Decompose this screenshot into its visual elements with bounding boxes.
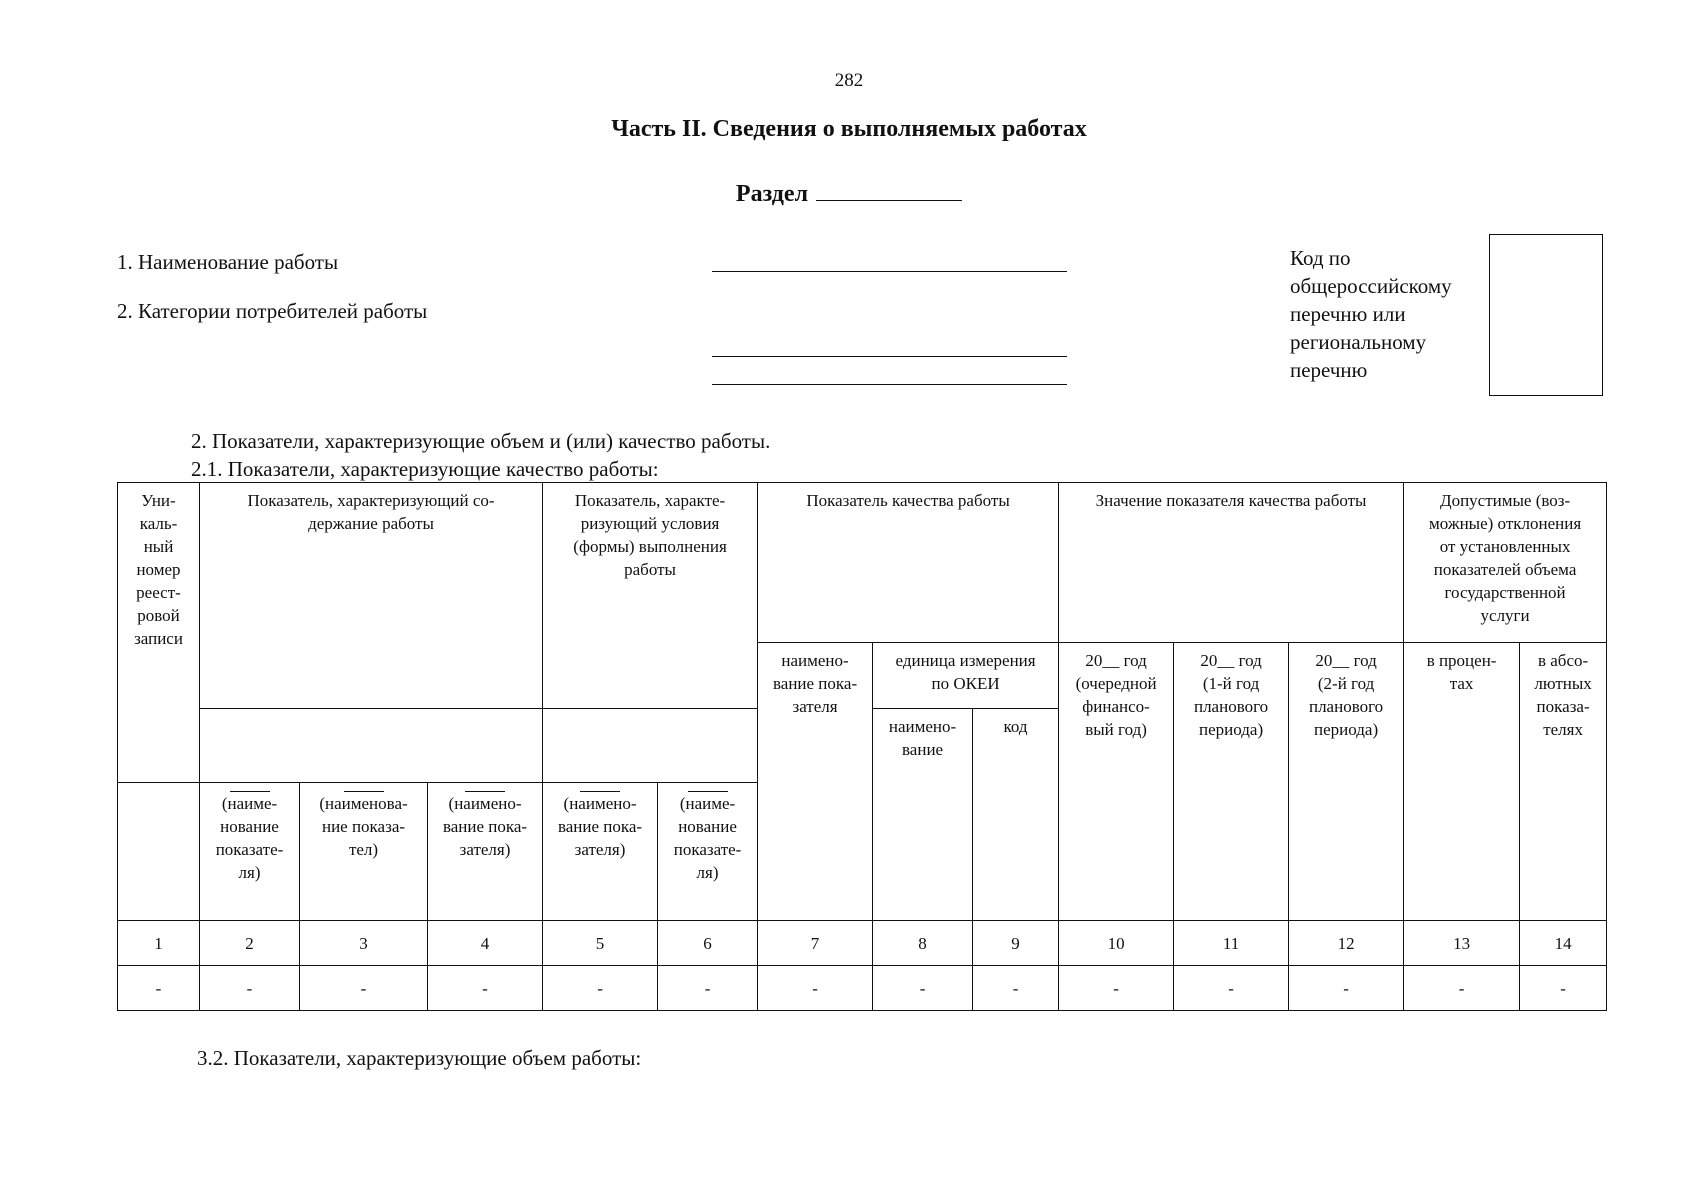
sub-header-c2: (наиме- нование показате- ля) [200, 783, 300, 921]
data-cell[interactable]: - [118, 966, 200, 1011]
header-year-plan-2: 20__ год (2-й год планового периода) [1289, 643, 1404, 921]
content-indicator-spacer [200, 709, 543, 783]
consumer-categories-fill-line-1[interactable] [712, 356, 1067, 357]
sub-header-c4: (наимено- вание пока- зателя) [428, 783, 543, 921]
data-cell[interactable]: - [658, 966, 758, 1011]
unique-number-continuation [118, 783, 200, 921]
data-cell[interactable]: - [1174, 966, 1289, 1011]
work-name-fill-line[interactable] [712, 271, 1067, 272]
data-cell[interactable]: - [1059, 966, 1174, 1011]
header-indicator-name: наимено- вание пока- зателя [758, 643, 873, 921]
blank-dash [688, 791, 728, 792]
header-content-indicator: Показатель, характеризующий со- держание работы [200, 483, 543, 709]
header-unique-number: Уни- каль- ный номер реест- ровой записи [118, 483, 200, 783]
blank-dash [230, 791, 270, 792]
part-title: Часть II. Сведения о выполняемых работах [611, 116, 1087, 142]
data-cell[interactable]: - [1289, 966, 1404, 1011]
sub-header-c5: (наимено- вание пока- зателя) [543, 783, 658, 921]
column-number: 9 [973, 921, 1059, 966]
data-cell[interactable]: - [428, 966, 543, 1011]
column-number: 3 [300, 921, 428, 966]
data-row [118, 966, 1607, 1011]
registry-code-box[interactable] [1489, 234, 1603, 396]
column-number: 8 [873, 921, 973, 966]
item-2-heading: 2. Показатели, характеризующие объем и (или) качество работы. [191, 429, 771, 453]
registry-code-label: Код по общероссийскому перечню или региональному перечню [1290, 246, 1452, 382]
data-cell[interactable]: - [973, 966, 1059, 1011]
data-cell[interactable]: - [873, 966, 973, 1011]
column-number: 5 [543, 921, 658, 966]
section-number-blank[interactable] [816, 176, 962, 201]
column-number: 6 [658, 921, 758, 966]
quality-indicators-table [117, 482, 1607, 1011]
data-cell[interactable]: - [1520, 966, 1607, 1011]
header-quality-value: Значение показателя качества работы [1059, 483, 1404, 643]
header-unit-code: код [973, 709, 1059, 921]
header-year-current: 20__ год (очередной финансо- вый год) [1059, 643, 1174, 921]
sub-header-c3: (наименова- ние показа- тел) [300, 783, 428, 921]
data-cell[interactable]: - [300, 966, 428, 1011]
header-in-percent: в процен- тах [1404, 643, 1520, 921]
header-conditions-indicator: Показатель, характе- ризующий условия (формы) выполнения работы [543, 483, 758, 709]
consumer-categories-fill-line-2[interactable] [712, 384, 1067, 385]
column-number: 13 [1404, 921, 1520, 966]
data-cell[interactable]: - [543, 966, 658, 1011]
column-number: 4 [428, 921, 543, 966]
header-allowed-deviations: Допустимые (воз- можные) отклонения от установленных показателей объема государственной услуги [1404, 483, 1607, 643]
section-heading [0, 176, 1698, 208]
header-quality-indicator: Показатель качества работы [758, 483, 1059, 643]
blank-dash [344, 791, 384, 792]
header-in-absolute: в абсо- лютных показа- телях [1520, 643, 1607, 921]
column-number: 12 [1289, 921, 1404, 966]
column-number: 1 [118, 921, 200, 966]
column-number: 10 [1059, 921, 1174, 966]
column-number: 14 [1520, 921, 1607, 966]
header-year-plan-1: 20__ год (1-й год планового периода) [1174, 643, 1289, 921]
column-numbers-row [118, 921, 1607, 966]
header-unit-name: наимено- вание [873, 709, 973, 921]
work-name-label: 1. Наименование работы [117, 250, 339, 274]
blank-dash [580, 791, 620, 792]
section-label: Раздел [735, 181, 809, 207]
consumer-categories-label: 2. Категории потребителей работы [117, 299, 428, 323]
item-2-1-heading: 2.1. Показатели, характеризующие качество работы: [191, 457, 659, 481]
page-number: 282 [834, 70, 864, 91]
data-cell[interactable]: - [200, 966, 300, 1011]
sub-header-c6: (наиме- нование показате- ля) [658, 783, 758, 921]
blank-dash [465, 791, 505, 792]
column-number: 7 [758, 921, 873, 966]
header-unit-okei: единица измерения по ОКЕИ [873, 643, 1059, 709]
conditions-indicator-spacer [543, 709, 758, 783]
data-cell[interactable]: - [758, 966, 873, 1011]
item-3-2-heading: 3.2. Показатели, характеризующие объем работы: [197, 1046, 642, 1070]
data-cell[interactable]: - [1404, 966, 1520, 1011]
column-number: 2 [200, 921, 300, 966]
column-number: 11 [1174, 921, 1289, 966]
